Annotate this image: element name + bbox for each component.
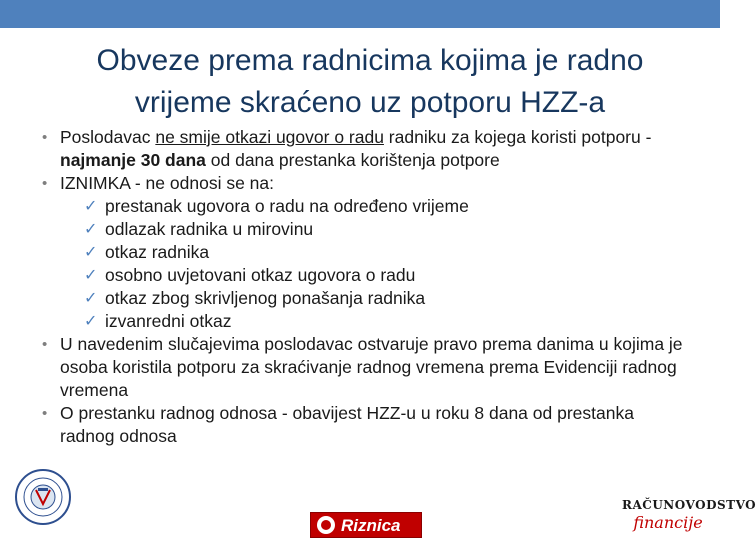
bullet-dot-icon: • <box>42 405 48 422</box>
bold-phrase: najmanje 30 dana <box>60 150 206 170</box>
bullet-dot-icon: • <box>42 336 48 353</box>
slide-content <box>40 126 690 448</box>
association-seal-logo <box>14 468 72 526</box>
top-accent-bar <box>0 0 720 28</box>
sub-item: ✓ prestanak ugovora o radu na određeno vrijeme <box>84 196 469 216</box>
sub-item: ✓ izvanredni otkaz <box>84 311 232 331</box>
checkmark-icon: ✓ <box>84 221 98 238</box>
sub-item: ✓ otkaz radnika <box>84 242 210 262</box>
checkmark-icon: ✓ <box>84 313 98 330</box>
underlined-phrase: ne smije otkazi ugovor o radu <box>155 127 384 147</box>
title-line-2: vrijeme skraćeno uz potporu HZZ-a <box>134 86 606 119</box>
bullet-exception: • IZNIMKA - ne odnosi se na: <box>42 173 274 193</box>
bullet-dot-icon: • <box>42 129 48 146</box>
bullet-employer-rights: • U navedenim slučajevima poslodavac ostvaruje pravo prema danima u kojima je osoba koristila potporu za skraćivanje radnog vremena prema Evidenciji radnog vremena <box>42 334 683 400</box>
bullet-notification: • O prestanku radnog odnosa - obavijest HZZ-u u roku 8 dana od prestanka radnog odnosa <box>42 403 634 446</box>
title-line-1: Obveze prema radnicima kojima je radno <box>96 44 644 77</box>
sub-item: ✓ odlazak radnika u mirovinu <box>84 219 314 239</box>
racunovodstvo-financije-logo: RAČUNOVODSTVO financije <box>622 498 756 532</box>
checkmark-icon: ✓ <box>84 290 98 307</box>
slide-title <box>40 40 700 124</box>
sub-item: ✓ otkaz zbog skrivljenog ponašanja radnika <box>84 288 426 308</box>
checkmark-icon: ✓ <box>84 267 98 284</box>
riznica-logo: Riznica <box>310 512 422 538</box>
bullet-dot-icon: • <box>42 175 48 192</box>
sub-item: ✓ osobno uvjetovani otkaz ugovora o radu <box>84 265 416 285</box>
riznica-emblem-icon <box>317 516 335 534</box>
bullet-employer-obligation: • Poslodavac ne smije otkazi ugovor o radu radniku za kojega koristi potporu - najmanje 30 dana od dana prestanka korištenja potpore <box>42 127 652 170</box>
checkmark-icon: ✓ <box>84 198 98 215</box>
checkmark-icon: ✓ <box>84 244 98 261</box>
